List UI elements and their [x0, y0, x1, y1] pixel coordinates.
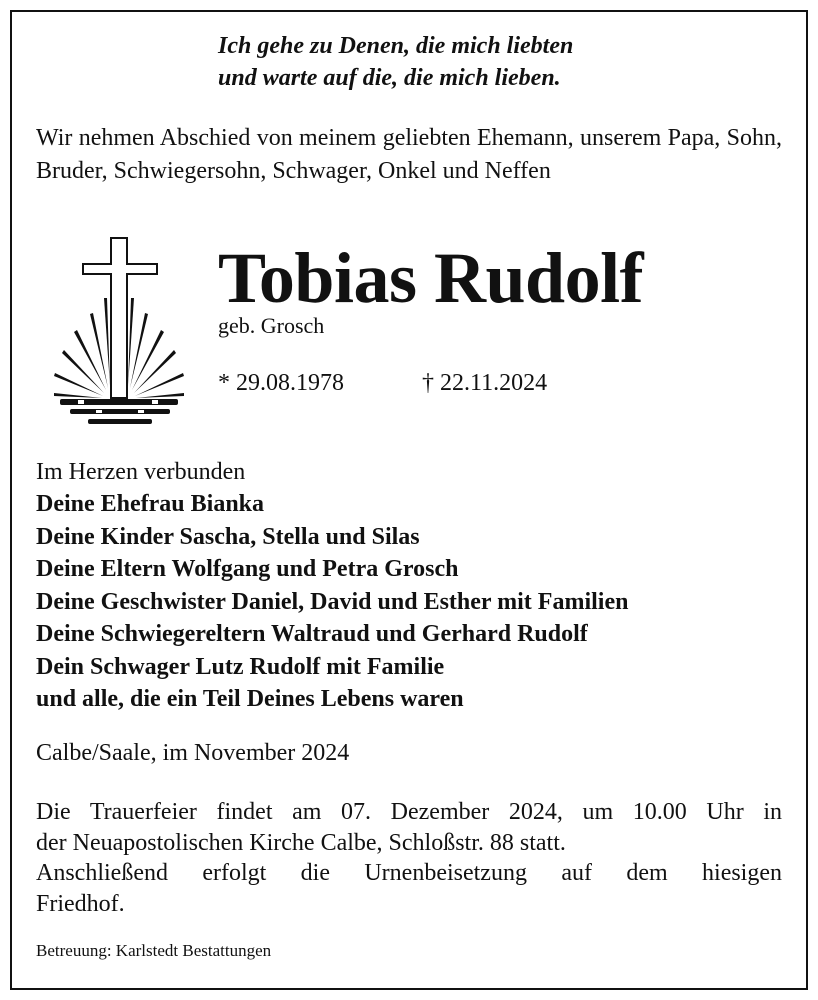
motto-line: Ich gehe zu Denen, die mich liebten — [218, 33, 574, 59]
service-line: Anschließend erfolgt die Urnenbeisetzung auf dem hiesigen — [36, 860, 782, 886]
mourner-line: Deine Eltern Wolfgang und Petra Grosch — [36, 556, 459, 582]
motto — [218, 30, 573, 94]
mourner-line: Deine Geschwister Daniel, David und Esther mit Familien — [36, 588, 629, 615]
cross-sunrise-icon — [48, 236, 192, 432]
motto-line: und warte auf die, die mich lieben. — [218, 65, 561, 91]
place-date: Calbe/Saale, im November 2024 — [36, 740, 350, 766]
deceased-name: Tobias Rudolf — [218, 238, 644, 318]
service-line: Die Trauerfeier findet am 07. Dezember 2024, um 10.00 Uhr in — [36, 799, 782, 825]
intro-text: Wir nehmen Abschied von meinem geliebten Ehemann, unserem Papa, Sohn, Bruder, Schwiegersohn, Schwager, Onkel und Neffen — [36, 125, 782, 184]
mourner-line: und alle, die ein Teil Deines Lebens waren — [36, 686, 464, 712]
mourners-intro: Im Herzen verbunden — [36, 459, 246, 485]
mourner-line: Dein Schwager Lutz Rudolf mit Familie — [36, 653, 445, 680]
mourner-line: Deine Ehefrau Bianka — [36, 491, 265, 517]
mourner-line: Deine Schwiegereltern Waltraud und Gerhard Rudolf — [36, 621, 588, 647]
service-info — [36, 797, 782, 919]
mourners-list — [36, 488, 628, 716]
undertaker-credit: Betreuung: Karlstedt Bestattungen — [36, 941, 272, 960]
mourner-line: Deine Kinder Sascha, Stella und Silas — [36, 523, 420, 550]
service-line: der Neuapostolischen Kirche Calbe, Schloßstr. 88 statt. — [36, 829, 566, 856]
birth-date: * 29.08.1978 — [218, 370, 344, 396]
birth-name: geb. Grosch — [218, 313, 325, 338]
service-line: Friedhof. — [36, 890, 125, 917]
death-date: † 22.11.2024 — [422, 370, 548, 396]
